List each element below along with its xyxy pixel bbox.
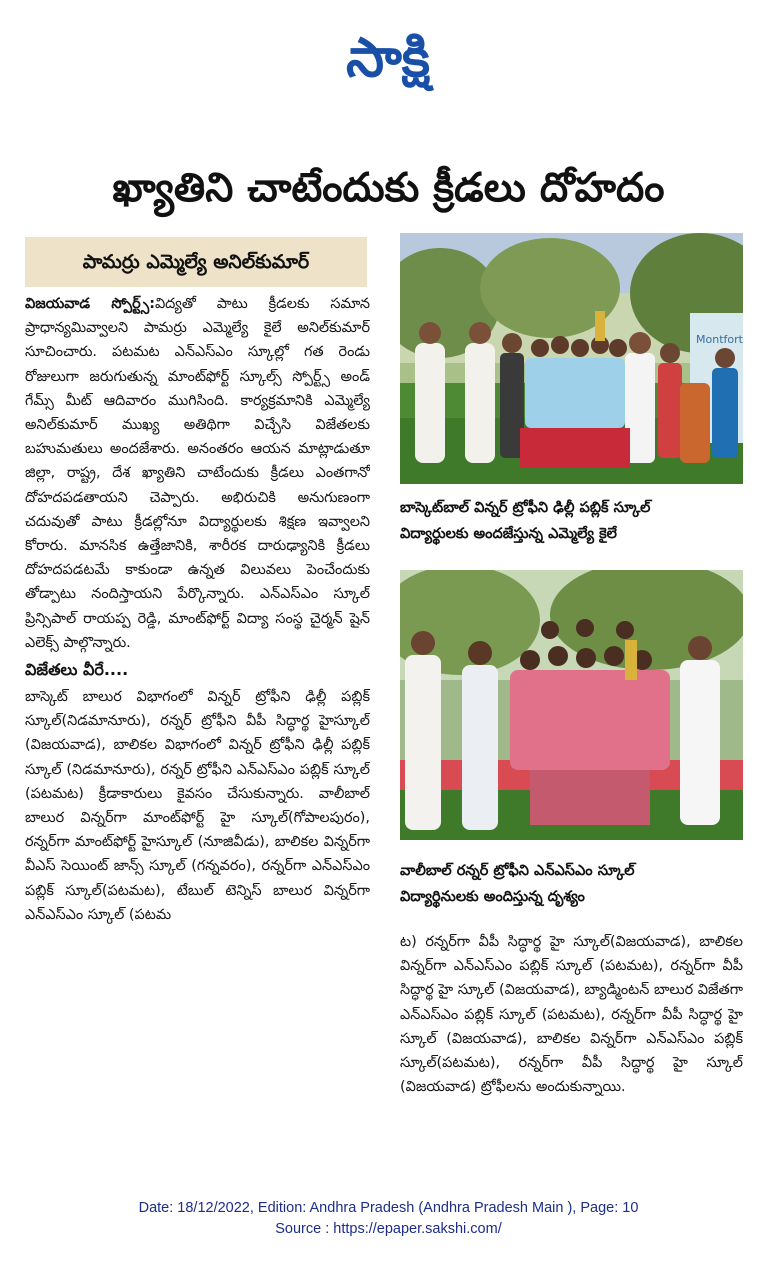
page-footer — [0, 1198, 777, 1240]
caption-line: వాలీబాల్ రన్నర్ ట్రోఫీని ఎన్ఎస్ఎం స్కూల్ — [400, 863, 635, 879]
sakshi-logo: సాక్షి — [346, 26, 430, 89]
article-headline: ఖ్యాతిని చాటేందుకు క్రీడలు దోహదం — [112, 165, 665, 211]
article-body-right-column — [400, 930, 743, 1180]
basketball-trophy-photo — [400, 233, 743, 484]
caption-line: విద్యార్థులకు అందజేస్తున్న ఎమ్మెల్యే కైలే — [400, 526, 617, 542]
banner-text: Montfort — [696, 333, 743, 346]
volleyball-photo-illustration — [400, 570, 743, 840]
dateline: విజయవాడ స్పోర్ట్స్: — [25, 296, 155, 312]
article-body-left-column — [25, 292, 370, 1190]
photo-caption-basketball — [400, 495, 743, 551]
caption-line: విద్యార్థినులకు అందిస్తున్న దృశ్యం — [400, 889, 585, 905]
winners-text-right: ట) రన్నర్‌గా వీపీ సిద్ధార్థ హై స్కూల్(విజయవాడ), బాలికల విన్నర్‌గా ఎన్ఎస్ఎం పబ్లిక్ స్కూల్ (పటమట), రన్నర్‌గా వీపీ సిద్ధార్థ హై స్కూల్ (విజయవాడ), బ్యాడ్మింటన్ బాలుర విజేతగా ఎన్ఎస్ఎం పబ్లిక్ స్కూల్ (పటమట), రన్నర్‌గా వీపీ సిద్ధార్థ హై స్కూల్ (విజయవాడ), బాలికల విన్నర్‌గా ఎన్ఎస్ఎం పబ్లిక్ స్కూల్(పటమట), రన్నర్‌గా వీపీ సిద్ధార్థ హై స్కూల్ (విజయవాడ) ట్రోఫీలను అందుకున్నాయి. — [400, 934, 743, 1096]
caption-line: బాస్కెట్‌బాల్ విన్నర్ ట్రోఫీని ఢిల్లీ పబ్లిక్ స్కూల్ — [400, 500, 651, 516]
article-body — [25, 292, 370, 655]
volleyball-trophy-photo — [400, 570, 743, 840]
source-link: Source : https://epaper.sakshi.com/ — [275, 1221, 502, 1237]
edition-info: Date: 18/12/2022, Edition: Andhra Pradesh (Andhra Pradesh Main ), Page: 10 — [138, 1200, 639, 1216]
basketball-photo-illustration — [400, 233, 743, 484]
article-subhead: పామర్రు ఎమ్మెల్యే అనిల్‌కుమార్ — [25, 237, 367, 287]
photo-caption-volleyball — [400, 858, 743, 914]
body-text: విద్యతో పాటు క్రీడలకు సమాన ప్రాధాన్యమివ్వాలని పామర్రు ఎమ్మెల్యే కైలే అనిల్‌కుమార్ సూచించారు. పటమట ఎన్ఎస్ఎం స్కూల్లో గత రెండు రోజులుగా జరుగుతున్న మాంట్‌ఫోర్ట్ స్కూల్స్ స్పోర్ట్స్ అండ్ గేమ్స్ మీట్ ఆదివారం ముగిసింది. కార్యక్రమానికి ఎమ్మెల్యే అనిల్‌కుమార్ ముఖ్య అతిథిగా విచ్చేసి విజేతలకు బహుమతులు అందజేశారు. అనంతరం ఆయన మాట్లాడుతూ జిల్లా, రాష్ట్ర, దేశ ఖ్యాతిని చాటేందుకు క్రీడలు ఎంతగానో దోహదపడతాయని చెప్పారు. అభిరుచికి అనుగుణంగా చదువుతో పాటు క్రీడల్లోనూ విద్యార్థులకు శిక్షణ ఇవ్వాలని కోరారు. మానసిక ఉత్తేజానికి, శారీరక దారుఢ్యానికి క్రీడలు దోహదపడటమే కాకుండా ఉన్నత విలువలు పెంచేందుకు తోడ్పాటు నందిస్తాయని పేర్కొన్నారు. ఎన్ఎస్ఎం స్కూల్ ప్రిన్సిపాల్ రాయప్ప రెడ్డి, మాంట్‌ఫోర్ట్ విద్యా సంస్థ చైర్మన్ షైన్ ఎలెక్స్ పాల్గొన్నారు. — [25, 296, 370, 651]
winners-heading: విజేతలు వీరే.... — [25, 660, 129, 680]
winners-text-left: బాస్కెట్ బాలుర విభాగంలో విన్నర్ ట్రోఫీని ఢిల్లీ పబ్లిక్ స్కూల్(నిడమానూరు), రన్నర్ ట్రోఫీని వీపీ సిద్ధార్థ హైస్కూల్ (విజయవాడ), బాలికల విభాగంలో విన్నర్ ట్రోఫీని ఢిల్లీ పబ్లిక్ స్కూల్ (నిడమానూరు), రన్నర్ ట్రోఫీని ఎన్ఎస్ఎం పబ్లిక్ స్కూల్ (పటమట) క్రీడాకారులు కైవసం చేసుకున్నారు. వాలీబాల్ బాలుర విన్నర్‌గా మాంట్‌ఫోర్ట్ హై స్కూల్(గోపాలపురం), రన్నర్‌గా మాంట్‌ఫోర్ట్ హైస్కూల్ (నూజివీడు), బాలికల విన్నర్‌గా వీఎస్ సెయింట్ జాన్స్ స్కూల్ (గన్నవరం), రన్నర్‌గా ఎన్ఎస్ఎం పబ్లిక్ స్కూల్(పటమట), టేబుల్ టెన్నిస్ బాలుర విన్నర్‌గా ఎన్ఎస్ఎం స్కూల్ (పటమ — [25, 689, 370, 923]
